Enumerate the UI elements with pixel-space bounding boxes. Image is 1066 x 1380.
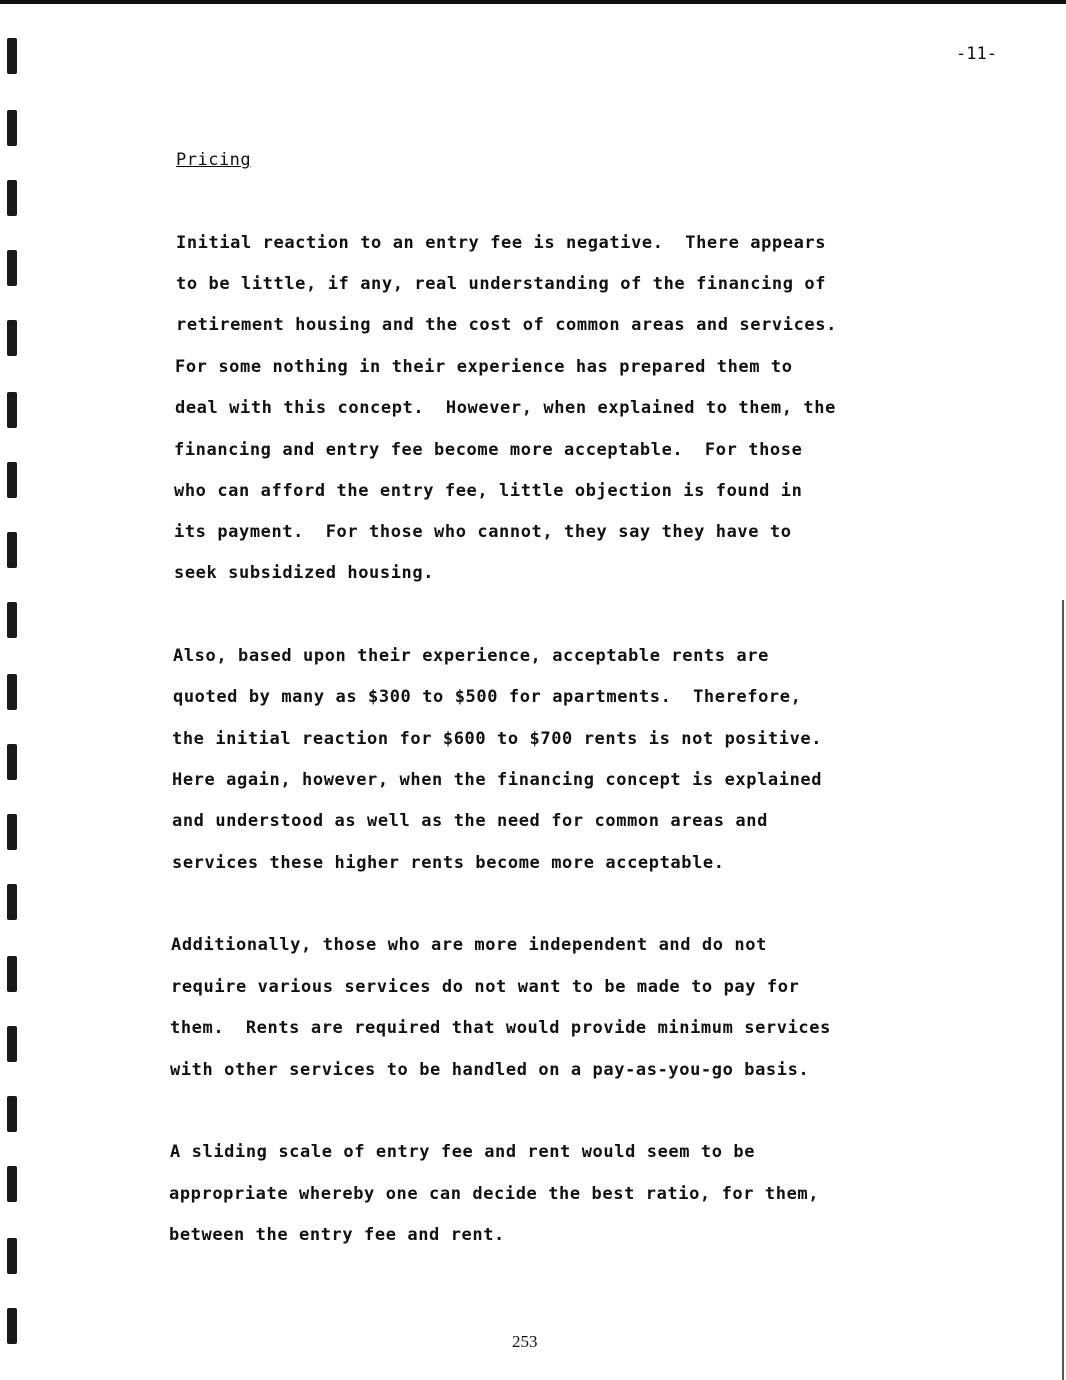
text-line: its payment. For those who cannot, they say they have to bbox=[174, 522, 792, 542]
binding-hole bbox=[7, 744, 17, 780]
binding-hole bbox=[7, 180, 17, 216]
binding-hole bbox=[7, 674, 17, 710]
text-line: A sliding scale of entry fee and rent would seem to be bbox=[170, 1142, 756, 1162]
section-heading: Pricing bbox=[176, 150, 252, 170]
binding-holes bbox=[7, 0, 21, 1380]
binding-hole bbox=[7, 532, 17, 568]
binding-hole bbox=[7, 110, 17, 146]
binding-hole bbox=[7, 1096, 17, 1132]
right-page-edge bbox=[1062, 600, 1064, 1380]
text-line: quoted by many as $300 to $500 for apartments. Therefore, bbox=[173, 687, 802, 707]
binding-hole bbox=[7, 250, 17, 286]
binding-hole bbox=[7, 1238, 17, 1274]
text-line: Also, based upon their experience, acceptable rents are bbox=[173, 646, 769, 666]
binding-hole bbox=[7, 320, 17, 356]
binding-hole bbox=[7, 956, 17, 992]
top-border bbox=[0, 0, 1066, 4]
text-line: services these higher rents become more acceptable. bbox=[172, 853, 725, 873]
text-line: financing and entry fee become more acceptable. For those bbox=[174, 440, 803, 460]
binding-hole bbox=[7, 1166, 17, 1202]
binding-hole bbox=[7, 392, 17, 428]
text-line: the initial reaction for $600 to $700 rents is not positive. bbox=[172, 729, 823, 749]
text-line: with other services to be handled on a pay-as-you-go basis. bbox=[170, 1060, 810, 1080]
text-line: deal with this concept. However, when explained to them, the bbox=[175, 398, 836, 418]
text-line: For some nothing in their experience has prepared them to bbox=[175, 357, 793, 377]
text-line: appropriate whereby one can decide the best ratio, for them, bbox=[169, 1184, 820, 1204]
text-line: Here again, however, when the financing concept is explained bbox=[172, 770, 823, 790]
text-line: Initial reaction to an entry fee is negative. There appears bbox=[176, 233, 827, 253]
binding-hole bbox=[7, 602, 17, 638]
page-label: -11- bbox=[956, 44, 997, 64]
text-line: require various services do not want to be made to pay for bbox=[171, 977, 800, 997]
text-line: retirement housing and the cost of common areas and services. bbox=[176, 315, 837, 335]
binding-hole bbox=[7, 462, 17, 498]
binding-hole bbox=[7, 814, 17, 850]
text-line: who can afford the entry fee, little objection is found in bbox=[174, 481, 803, 501]
binding-hole bbox=[7, 884, 17, 920]
text-line: them. Rents are required that would provide minimum services bbox=[170, 1018, 831, 1038]
binding-hole bbox=[7, 1308, 17, 1344]
binding-hole bbox=[7, 1026, 17, 1062]
text-line: to be little, if any, real understanding of the financing of bbox=[176, 274, 827, 294]
text-line: seek subsidized housing. bbox=[174, 563, 435, 583]
text-line: and understood as well as the need for common areas and bbox=[172, 811, 768, 831]
footer-page-number: 253 bbox=[512, 1332, 538, 1351]
text-line: Additionally, those who are more independent and do not bbox=[171, 935, 767, 955]
text-line: between the entry fee and rent. bbox=[169, 1225, 505, 1245]
binding-hole bbox=[7, 38, 17, 74]
